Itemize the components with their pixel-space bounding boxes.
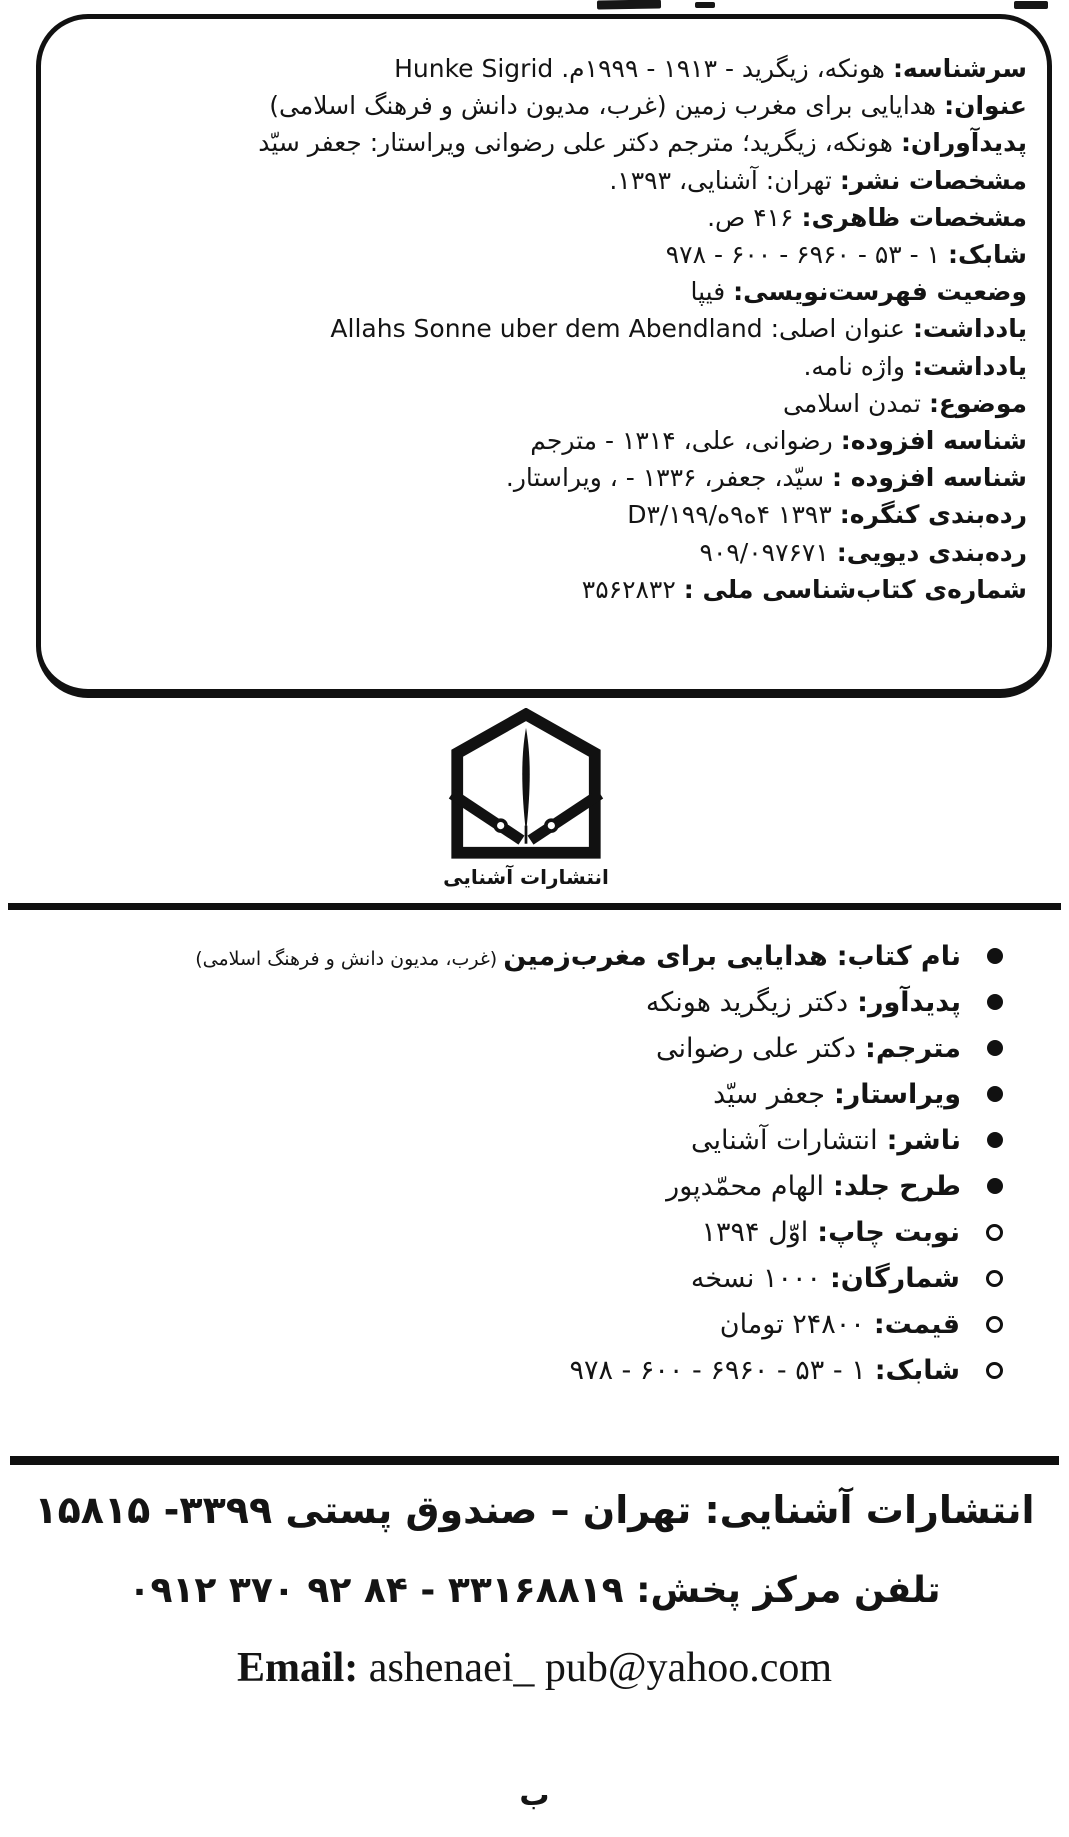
cip-field-value: فیپا: [690, 277, 726, 307]
cip-line: [87, 422, 1027, 459]
item-note: (غرب، مدیون دانش و فرهنگ اسلامی): [195, 947, 498, 970]
cip-line: [87, 385, 1027, 422]
bullet-marker: [987, 994, 1003, 1010]
scan-artifact: [597, 0, 661, 10]
page-letter: ب: [519, 1778, 550, 1813]
item-value: دکتر زیگرید هونکه: [645, 986, 849, 1018]
cip-field-value: سیّد، جعفر، ۱۳۳۶ - ، ویراستار.: [505, 463, 825, 493]
list-item-text: [720, 1309, 960, 1340]
item-value: ۲۴۸۰۰ تومان: [719, 1308, 865, 1340]
bullet-marker: [987, 1132, 1003, 1148]
cip-field-label: شماره‌ی کتاب‌شناسی ملی :: [683, 574, 1027, 604]
cip-field-value: تمدن اسلامی: [783, 388, 921, 418]
item-value: جعفر سیّد: [713, 1078, 825, 1110]
cip-field-label: شابک:: [948, 240, 1027, 270]
cip-field-value: تهران: آشنایی، ۱۳۹۳.: [609, 165, 832, 195]
cip-field-value: ۴۱۶ ص.: [707, 202, 794, 232]
separator-rule-top: [8, 903, 1061, 910]
email-label: Email:: [236, 1645, 359, 1691]
list-item: [30, 1347, 1003, 1393]
logo-caption: انتشارات آشنایی: [443, 865, 609, 889]
list-item-text: [656, 1033, 961, 1064]
item-label: مترجم:: [865, 1032, 961, 1064]
item-label: ناشر:: [886, 1124, 961, 1156]
cip-field-value: عنوان اصلی: Allahs Sonne uber dem Abendland: [330, 314, 905, 344]
item-value: هدایایی برای مغرب‌زمین: [503, 940, 828, 972]
cip-field-label: رده‌بندی کنگره:: [839, 500, 1027, 530]
cip-box: [36, 14, 1052, 698]
item-value: ۱ - ۵۳ - ۶۹۶۰ - ۶۰۰ - ۹۷۸: [569, 1354, 866, 1386]
cip-field-label: یادداشت:: [912, 351, 1027, 381]
bullet-marker: [986, 1316, 1003, 1333]
list-item-text: [569, 1355, 960, 1386]
cip-line: [87, 348, 1027, 385]
item-label: شابک:: [874, 1354, 960, 1386]
list-item: [30, 1209, 1003, 1255]
item-label: نام کتاب:: [836, 940, 961, 972]
item-label: قیمت:: [873, 1308, 960, 1340]
publisher-email: [0, 1644, 1069, 1692]
bullet-marker: [987, 1086, 1003, 1102]
list-item: [30, 979, 1003, 1025]
cip-field-label: سرشناسه:: [892, 54, 1027, 83]
cip-field-label: عنوان:: [944, 91, 1027, 121]
distribution-phone: تلفن مرکز پخش: ۳۳۱۶۸۸۱۹ - ۸۴ ۹۲ ۳۷۰ ۰۹۱۲: [128, 1570, 941, 1611]
cip-line: [87, 124, 1027, 161]
bullet-marker: [986, 1270, 1003, 1287]
cip-field-label: مشخصات ظاهری:: [801, 202, 1027, 232]
cip-line: [87, 87, 1027, 124]
item-value: دکتر علی رضوانی: [655, 1032, 857, 1064]
publisher-address: انتشارات آشنایی: تهران – صندوق پستی ۳۳۹۹- ۱۵۸۱۵: [34, 1488, 1035, 1532]
publisher-logo: [438, 708, 614, 889]
list-item-text: [702, 1217, 960, 1248]
cip-field-label: یادداشت:: [912, 314, 1027, 344]
cip-line: [87, 459, 1027, 496]
list-item-text: [646, 987, 961, 1018]
separator-rule-bottom: [10, 1456, 1059, 1465]
cip-field-value: ۹۰۹/۰۹۷۶۷۱: [699, 537, 829, 567]
cip-line: [87, 236, 1027, 273]
list-item-text: [195, 941, 961, 972]
cip-field-value: ۳۵۶۲۸۳۲: [581, 574, 676, 604]
cip-line: [87, 199, 1027, 236]
book-details-list: [30, 933, 1003, 1393]
list-item: [30, 1163, 1003, 1209]
list-item: [30, 1117, 1003, 1163]
cip-field-value: D۳/۱۹۹/ه۹ه۴ ۱۳۹۳: [627, 500, 832, 530]
item-label: پدیدآور:: [857, 986, 961, 1018]
cip-field-label: موضوع:: [928, 388, 1027, 418]
list-item: [30, 933, 1003, 979]
item-label: نوبت چاپ:: [817, 1216, 960, 1248]
cip-line: [87, 310, 1027, 347]
list-item: [30, 1255, 1003, 1301]
list-item: [30, 1025, 1003, 1071]
cip-field-label: شناسه افزوده :: [832, 463, 1027, 493]
list-item-text: [691, 1263, 960, 1294]
item-label: ویراستار:: [833, 1078, 961, 1110]
cip-field-value: رضوانی، علی، ۱۳۱۴ - مترجم: [530, 426, 833, 456]
cip-line: [87, 50, 1027, 87]
item-label: شمارگان:: [829, 1262, 960, 1294]
cip-line: [87, 534, 1027, 571]
cip-field-label: رده‌بندی دیویی:: [836, 537, 1027, 567]
cip-field-label: شناسه افزوده:: [840, 426, 1027, 456]
cip-field-value: واژه نامه.: [803, 351, 905, 381]
item-value: ۱۰۰۰ نسخه: [690, 1262, 821, 1294]
pen-and-arch-logo-icon: [447, 708, 605, 860]
cip-field-value: ۱ - ۵۳ - ۶۹۶۰ - ۶۰۰ - ۹۷۸: [665, 240, 941, 270]
cip-line: [87, 496, 1027, 533]
cip-field-label: وضعیت فهرست‌نویسی:: [733, 277, 1027, 307]
cip-field-value: هدایایی برای مغرب زمین (غرب، مدیون دانش و فرهنگ اسلامی): [269, 91, 937, 121]
item-value: الهام محمّدپور: [666, 1170, 825, 1202]
cip-lines: [87, 50, 1027, 608]
bullet-marker: [986, 1224, 1003, 1241]
cip-field-value: هونکه، زیگرید - ۱۹۱۳ - ۱۹۹۹م. Hunke Sigrid: [394, 54, 885, 83]
bullet-marker: [986, 1362, 1003, 1379]
scan-artifact: [1014, 1, 1048, 9]
list-item: [30, 1071, 1003, 1117]
scan-artifact: [695, 2, 715, 8]
cip-field-label: مشخصات نشر:: [839, 165, 1027, 195]
list-item-text: [691, 1125, 961, 1156]
item-value: اوّل ۱۳۹۴: [701, 1216, 809, 1248]
list-item-text: [666, 1171, 961, 1202]
email-value: ashenaei_ pub@yahoo.com: [368, 1645, 833, 1691]
cip-line: [87, 273, 1027, 310]
item-label: طرح جلد:: [833, 1170, 961, 1202]
list-item-text: [713, 1079, 961, 1110]
bullet-marker: [987, 1040, 1003, 1056]
cip-line: [87, 162, 1027, 199]
list-item: [30, 1301, 1003, 1347]
cip-field-value: هونکه، زیگرید؛ مترجم دکتر علی رضوانی ویراستار: جعفر سیّد: [258, 128, 893, 158]
item-value: انتشارات آشنایی: [691, 1124, 878, 1156]
bullet-marker: [987, 1178, 1003, 1194]
cip-line: [87, 571, 1027, 608]
bullet-marker: [987, 948, 1003, 964]
cip-field-label: پدیدآوران:: [900, 128, 1027, 158]
